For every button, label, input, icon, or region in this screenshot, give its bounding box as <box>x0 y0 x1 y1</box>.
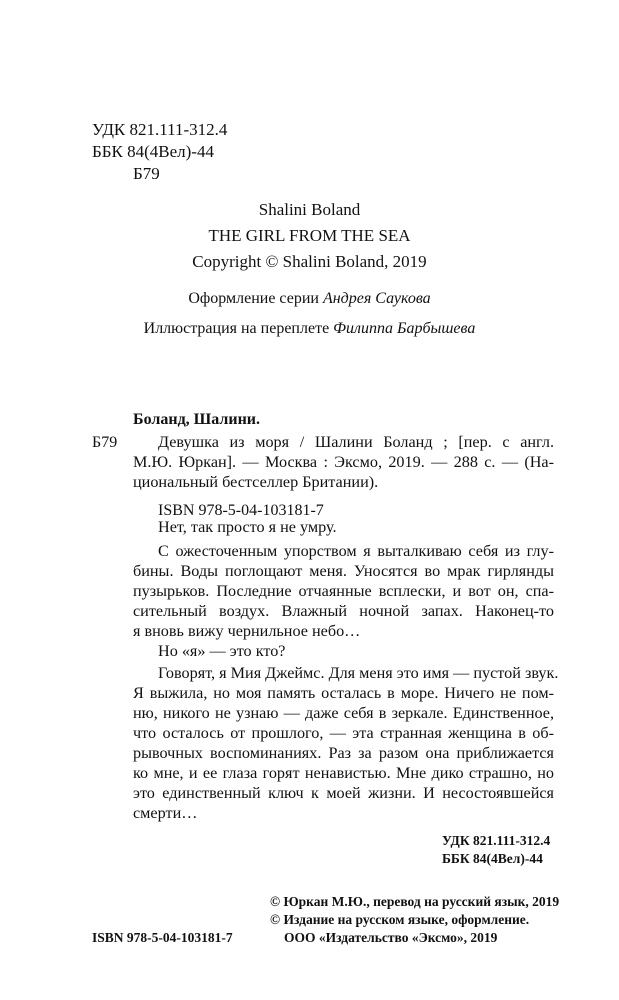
annotation-line: ню, никого не узнаю — даже себя в зеркале. Единственное, <box>133 704 554 722</box>
imprint-line: © Юркан М.Ю., перевод на русский язык, 2019 <box>270 894 560 909</box>
series-design-label: Оформление серии <box>188 290 319 307</box>
annotation-line: Но «я» — это кто? <box>158 642 286 660</box>
annotation-line: это единственный ключ к моей жизни. И несостоявшейся <box>133 784 554 802</box>
annotation-line: С ожесточенным упорством я выталкиваю себя из глу- <box>158 542 554 560</box>
original-author: Shalini Boland <box>258 200 361 219</box>
imprint-isbn: ISBN 978-5-04-103181-7 <box>92 930 233 945</box>
cover-illustration-credit <box>0 319 619 339</box>
bottom-bbk-code: ББК 84(4Вел)-44 <box>442 851 543 866</box>
annotation-line: что осталось от прошлого, — эта странная женщина в об- <box>133 724 554 742</box>
catalog-description-line: М.Ю. Юркан]. — Москва : Эксмо, 2019. — 288 с. — (На- <box>133 453 554 471</box>
catalog-mark: Б79 <box>92 434 118 451</box>
series-design-name: Андрея Саукова <box>322 290 431 307</box>
original-copyright: Copyright © Shalini Boland, 2019 <box>192 252 427 271</box>
annotation-line: ко мне, и ее глаза горят ненавистью. Мне дико страшно, но <box>133 764 554 782</box>
udk-code: УДК 821.111-312.4 <box>92 120 228 139</box>
annotation-line: я вновь вижу чернильное небо… <box>133 622 361 640</box>
catalog-heading: Боланд, Шалини. <box>133 411 260 428</box>
annotation-line: рывочных воспоминаниях. Раз за разом она приближается <box>133 744 554 762</box>
annotation-line: сительный воздух. Влажный ночной запах. Наконец-то <box>133 602 554 620</box>
catalog-description-line: циональный бестселлер Британии). <box>133 473 379 491</box>
cover-illustration-name: Филиппа Барбышева <box>333 320 476 337</box>
annotation-line: бины. Воды поглощают меня. Уносятся во мрак гирлянды <box>133 562 554 580</box>
author-mark: Б79 <box>133 164 160 183</box>
imprint-line: ООО «Издательство «Эксмо», 2019 <box>284 930 498 945</box>
annotation-line: Я выжила, но моя память осталась в море. Ничего не пом- <box>133 684 554 702</box>
imprint-line: © Издание на русском языке, оформление. <box>270 912 530 927</box>
original-title: THE GIRL FROM THE SEA <box>208 226 411 245</box>
catalog-description-line: Девушка из моря / Шалини Боланд ; [пер. с англ. <box>158 433 554 451</box>
catalog-isbn: ISBN 978-5-04-103181-7 <box>158 502 324 519</box>
bottom-udk-code: УДК 821.111-312.4 <box>442 833 551 848</box>
bbk-code: ББК 84(4Вел)-44 <box>92 142 214 161</box>
annotation-line: Говорят, я Мия Джеймс. Для меня это имя — пустой звук. <box>158 664 559 682</box>
cover-illustration-label: Иллюстрация на переплете <box>143 320 330 337</box>
annotation-line: Нет, так просто я не умру. <box>158 518 337 536</box>
annotation-line: смерти… <box>133 804 198 822</box>
series-design-credit <box>0 289 619 309</box>
annotation-line: пузырьков. Последние отчаянные всплески, и вот он, спа- <box>133 582 554 600</box>
